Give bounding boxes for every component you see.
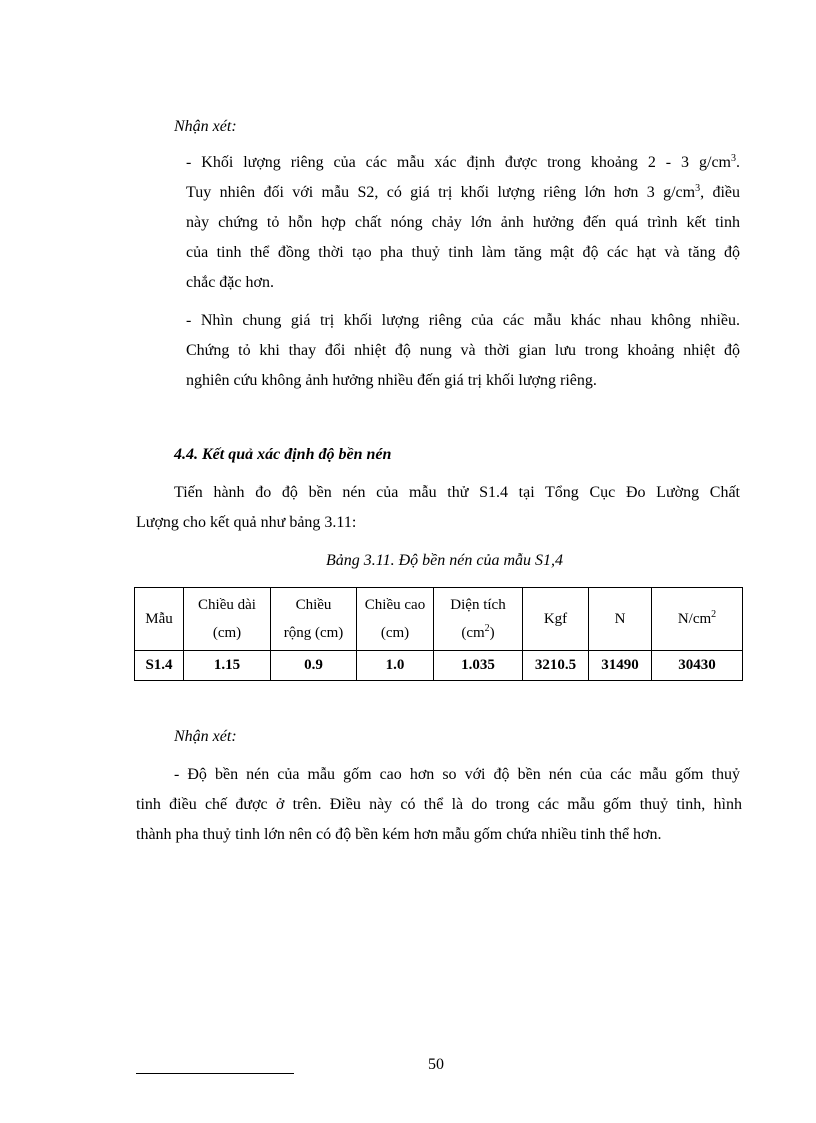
table-cell: 1.035 bbox=[434, 651, 523, 681]
table-header-cell: N bbox=[589, 588, 652, 651]
paragraph-line: nghiên cứu không ảnh hưởng nhiều đến giá trị khối lượng riêng. bbox=[186, 372, 597, 389]
footnote-separator bbox=[136, 1073, 294, 1074]
table-row bbox=[135, 651, 743, 681]
table-cell: S1.4 bbox=[135, 651, 184, 681]
paragraph-line: Lượng cho kết quả như bảng 3.11: bbox=[136, 514, 357, 531]
table-cell: 0.9 bbox=[271, 651, 357, 681]
table-header-cell: Chiều cao (cm) bbox=[357, 588, 434, 651]
table-cell: 30430 bbox=[652, 651, 743, 681]
remark-heading: Nhận xét: bbox=[174, 728, 237, 745]
table-cell: 31490 bbox=[589, 651, 652, 681]
table-header-cell: $N/cm^2$ bbox=[652, 588, 743, 651]
paragraph-line: Tuy nhiên đối với mẫu S2, có giá trị khối lượng riêng lớn hơn 3 $g/cm^3$, điều bbox=[186, 183, 741, 201]
paragraph-line: Tiến hành đo độ bền nén của mẫu thử S1.4 tại Tổng Cục Đo Lường Chất bbox=[174, 484, 740, 501]
table-header-cell: Chiều rộng (cm) bbox=[271, 588, 357, 651]
table-cell: 3210.5 bbox=[523, 651, 589, 681]
paragraph-line: - Khối lượng riêng của các mẫu xác định được trong khoảng 2 - 3 $g/cm^3$. bbox=[186, 153, 740, 171]
table-header-row bbox=[135, 588, 743, 651]
remark-heading: Nhận xét: bbox=[174, 118, 237, 135]
table-header-cell: Diện tích $(cm^2)$ bbox=[434, 588, 523, 651]
paragraph-line: chắc đặc hơn. bbox=[186, 274, 274, 291]
section-heading: 4.4. Kết quả xác định độ bền nén bbox=[174, 446, 392, 463]
paragraph-line: này chứng tỏ hỗn hợp chất nóng chảy lớn ảnh hưởng đến quá trình kết tinh bbox=[186, 214, 740, 231]
page-number: 50 bbox=[428, 1056, 444, 1073]
table-cell: 1.15 bbox=[184, 651, 271, 681]
table-caption: Bảng 3.11. Độ bền nén của mẫu S1,4 bbox=[326, 552, 563, 569]
table-header-cell: Kgf bbox=[523, 588, 589, 651]
table-header-cell: Mẫu bbox=[135, 588, 184, 651]
paragraph-line: tinh điều chế được ở trên. Điều này có thể là do trong các mẫu gốm thuỷ tinh, hình bbox=[136, 796, 742, 813]
table-cell: 1.0 bbox=[357, 651, 434, 681]
strength-table bbox=[134, 587, 743, 681]
paragraph-line: Chứng tỏ khi thay đổi nhiệt độ nung và thời gian lưu trong khoảng nhiệt độ bbox=[186, 342, 740, 359]
paragraph-line: - Nhìn chung giá trị khối lượng riêng của các mẫu khác nhau không nhiều. bbox=[186, 312, 740, 329]
paragraph-line: thành pha thuỷ tinh lớn nên có độ bền kém hơn mẫu gốm chứa nhiều tinh thể hơn. bbox=[136, 826, 662, 843]
table-header-cell: Chiều dài (cm) bbox=[184, 588, 271, 651]
paragraph-line: của tinh thể đồng thời tạo pha thuỷ tinh làm tăng mật độ các hạt và tăng độ bbox=[186, 244, 740, 261]
paragraph-line: - Độ bền nén của mẫu gốm cao hơn so với độ bền nén của các mẫu gốm thuỷ bbox=[174, 766, 740, 783]
